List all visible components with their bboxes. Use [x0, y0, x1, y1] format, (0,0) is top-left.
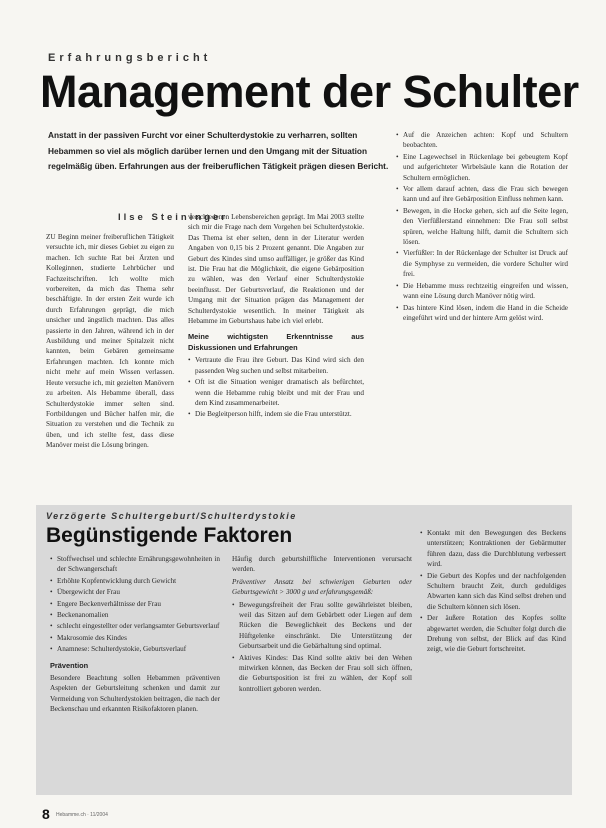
list-item: • Makrosomie des Kindes	[50, 633, 220, 643]
paragraph: ZU Beginn meiner freiberuflichen Tätigkeit versuchte ich, mir dieses Gebiet zu eigen zu machen. Ich suchte Rat bei Ärzten und Kolleginnen, studierte Lehrbücher und Fachzeitschriften. Ich wollte mich vorbereiten, da mich das Thema sehr beschäftigte. In der ersten Zeit wurde ich durch Erfahrungen geprägt, die mich unsicher und ängstlich machten. Das alles passierte in den Jahren, während ich in der Ausbildung und meiner Spitalzeit nicht kannten, beim Gebären gemeinsame Erfahrungen machten. Ich konnte mich nicht mehr auf mein Wissen verlassen. Heute versuche ich, mit gezielten Manövern zu arbeiten. Als Hebamme überall, dass Schulterdystokie immer selten sind. Fortbildungen und Bücher halfen mir, die Situation zu verstehen und die Technik zu üben, und ich stellte fest, dass diese Manöver meist die Lösung bringen.	[46, 233, 174, 450]
info-box-kicker: Verzögerte Schultergeburt/Schulterdystokie	[46, 511, 297, 521]
list-item: • Der äußere Rotation des Kopfes sollte abgewartet werden, die Schulter folgt durch die Drehung von selbst, der Blick auf das Kind zeigt, wie die Geburt fortschreitet.	[420, 613, 566, 655]
list-item: • Die Geburt des Kopfes und der nachfolgenden Schultern braucht Zeit, durch geduldiges Abwarten kann sich das Kind selbst drehen und die Schultern können sich lösen.	[420, 571, 566, 613]
list-item: • Engere Beckenverhältnisse der Frau	[50, 599, 220, 609]
insights-list	[188, 355, 364, 419]
section-heading: Meine wichtigsten Erkenntnisse aus Diskussionen und Erfahrungen	[188, 332, 364, 352]
paragraph: Häufig durch geburtshilfliche Interventionen verursacht werden.	[232, 555, 412, 574]
text-column-1	[46, 232, 174, 498]
paragraph: verschiedenen Lebensbereichen geprägt. Im Mai 2003 stellte sich mir die Frage nach dem Vorgehen bei Schulterdystokie. Das Thema ist eher selten, denn in der Literatur werden Angaben von 0,15 bis 2 Prozent genannt. Die Angaben zur Geburt des Kindes sind umso auffälliger, je größer das Kind ist. Die Frau hat die Möglichkeit, die eigene Gebärposition zu wählen, was den Verlauf einer Schulterdystokie beeinflusst. Der Geburtsverlauf, die Reaktionen und der Umgang mit der Situation prägen das Management der Schulterdystokie wesentlich. In meiner Tätigkeit als Hebamme im Geburtshaus habe ich viel erlebt.	[188, 213, 364, 326]
paragraph: Besondere Beachtung sollen Hebammen präventiven Aspekten der Geburtsleitung schenken und damit zur Vermeidung von Schulterdystokien beitragen, die nach der Beckenschau und erkannten Risikofaktoren planen.	[50, 674, 220, 714]
list-item: • Erhöhte Kopfentwicklung durch Gewicht	[50, 576, 220, 586]
list-item: • Beckenanomalien	[50, 610, 220, 620]
list-item: • Kontakt mit den Bewegungen des Beckens unterstützen; Kontraktionen der Gebärmutter führen dazu, dass die Durchblutung verbessert wird.	[420, 528, 566, 570]
management-list	[396, 130, 568, 323]
info-box-title: Begünstigende Faktoren	[46, 524, 293, 547]
text-column-2	[188, 212, 364, 496]
text-column-3	[396, 130, 568, 498]
info-box-column-1	[50, 554, 220, 790]
author-name: Ilse Steininger	[118, 212, 228, 223]
list-item: • Übergewicht der Frau	[50, 587, 220, 597]
list-item: • Aktives Kindes: Das Kind sollte aktiv bei den Wehen mitwirken können, das Becken der Frau soll sich öffnen, die Geburtsposition ist frei zu wählen, der Kopf soll kontrolliert geboren werden.	[232, 653, 412, 695]
list-item: • Anamnese: Schulterdystokie, Geburtsverlauf	[50, 644, 220, 654]
italic-paragraph: Präventiver Ansatz bei schwierigen Geburten oder Geburtsgewicht > 3000 g und erfahrungsgemäß:	[232, 577, 412, 597]
list-item: • Eine Lagewechsel in Rückenlage bei gebeugtem Kopf und aufgerichteter Wirbelsäule kann die Rotation der Schultern ermöglichen.	[396, 152, 568, 183]
list-item: • Stoffwechsel und schlechte Ernährungsgewohnheiten in der Schwangerschaft	[50, 554, 220, 575]
list-item: • Vertraute die Frau ihre Geburt. Das Kind wird sich den passenden Weg suchen und selbst mitarbeiten.	[188, 355, 364, 376]
list-item: • Vierfüßler: In der Rückenlage der Schulter ist Druck auf die Symphyse zu vermeiden, die vordere Schulter wird frei.	[396, 248, 568, 279]
risk-factors-list	[50, 554, 220, 655]
article-title: Management der Schulter	[40, 66, 579, 117]
article-lead: Anstatt in der passiven Furcht vor einer Schulterdystokie zu verharren, sollten Hebammen so viel als möglich darüber lernen und den Umgang mit der Situation regelmäßig üben. Erfahrungen aus der freiberuflichen Tätigkeit prägen diesen Bericht.	[48, 130, 389, 171]
list-item: • Die Hebamme muss rechtzeitig eingreifen und wissen, wann eine Lösung durch Manöver nötig wird.	[396, 281, 568, 302]
list-item: • schlecht eingestellter oder verlangsamter Geburtsverlauf	[50, 621, 220, 631]
page-number: 8	[42, 806, 50, 822]
footer-meta: Hebamme.ch · 11/2004	[56, 812, 108, 818]
list-item: • Oft ist die Situation weniger dramatisch als befürchtet, wenn die Hebamme ruhig bleibt und mit der Frau und dem Kind zusammenarbeitet.	[188, 377, 364, 408]
info-box-column-3	[420, 528, 566, 790]
list-item: • Bewegungsfreiheit der Frau sollte gewährleistet bleiben, weil das Sitzen auf dem Gebärbett oder Liegen auf dem Rücken die Beweglichkeit des Beckens und der Hüftgelenke einschränkt. Die Unterstützung der Geburtsarbeit und die Gebärhaltung sind optimal.	[232, 600, 412, 652]
article-kicker: Erfahrungsbericht	[48, 52, 212, 64]
list-item: • Auf die Anzeichen achten: Kopf und Schultern beobachten.	[396, 130, 568, 151]
list-item: • Die Begleitperson hilft, indem sie die Frau unterstützt.	[188, 409, 364, 419]
list-item: • Das hintere Kind lösen, indem die Hand in die Scheide eingeführt wird und der hintere Arm gelöst wird.	[396, 303, 568, 324]
info-box-column-2	[232, 554, 412, 790]
list-item: • Bewegen, in die Hocke gehen, sich auf die Seite legen, den Vierfüßlerstand einnehmen: Die Frau soll selbst spüren, welche Haltung hilft, damit die Schultern sich lösen.	[396, 206, 568, 248]
section-heading: Prävention	[50, 660, 89, 670]
prevention-list-continued	[420, 528, 566, 655]
prevention-list	[232, 600, 412, 695]
list-item: • Vor allem darauf achten, dass die Frau sich bewegen kann und auf ihre Gebärposition Einfluss nehmen kann.	[396, 184, 568, 205]
